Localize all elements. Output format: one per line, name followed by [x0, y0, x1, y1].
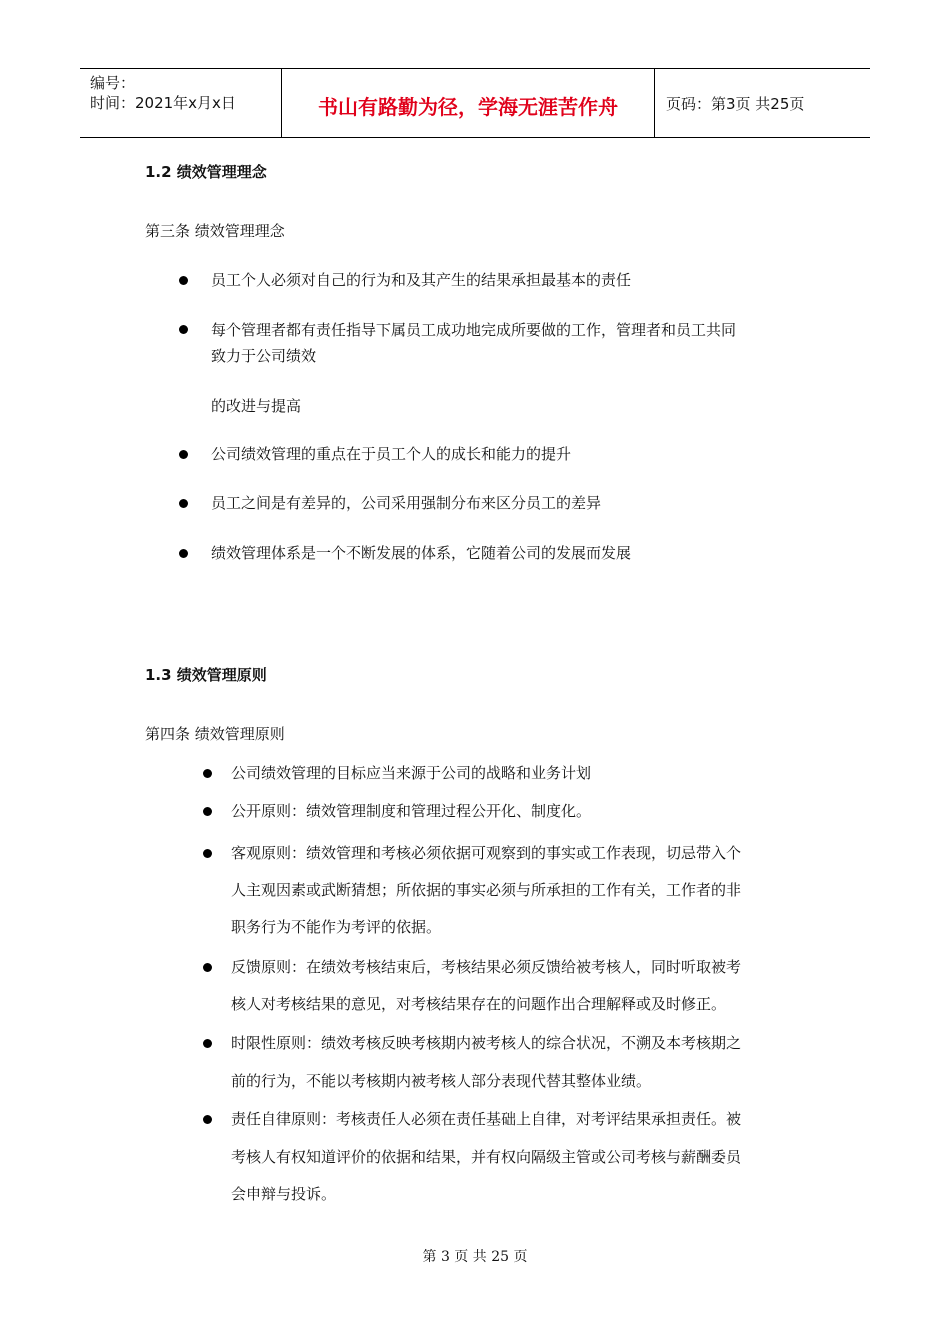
principle-line: 公司绩效管理的目标应当来源于公司的战略和业务计划 — [231, 764, 592, 782]
header-motto: 书山有路勤为径，学海无涯苦作舟 — [318, 95, 618, 119]
article-four-title: 第四条 绩效管理原则 — [145, 725, 285, 743]
list-item: 公司绩效管理的重点在于员工个人的成长和能力的提升 — [211, 445, 572, 463]
bullet-icon — [179, 499, 188, 508]
bullet-icon — [179, 549, 188, 558]
principle-line: 责任自律原则：考核责任人必须在责任基础上自律，对考评结果承担责任。被 — [231, 1110, 742, 1128]
header-page-info: 页码：第3页 共25页 — [666, 95, 805, 113]
number-label: 编号： — [90, 74, 136, 92]
list-item-cont: 的改进与提高 — [211, 397, 302, 415]
bullet-icon — [203, 807, 212, 816]
article-three-title: 第三条 绩效管理理念 — [145, 222, 285, 240]
list-item: 每个管理者都有责任指导下属员工成功地完成所要做的工作，管理者和员工共同 — [211, 321, 737, 339]
section-heading-1-2: 1.2 绩效管理理念 — [145, 163, 267, 181]
principle-line: 反馈原则：在绩效考核结束后，考核结果必须反馈给被考核人，同时听取被考 — [231, 958, 742, 976]
time-label: 时间：2021年x月x日 — [90, 94, 236, 112]
bullet-icon — [203, 849, 212, 858]
principle-line: 客观原则：绩效管理和考核必须依据可观察到的事实或工作表现，切忌带入个 — [231, 844, 742, 862]
principle-line: 考核人有权知道评价的依据和结果，并有权向隔级主管或公司考核与薪酬委员 — [231, 1148, 742, 1166]
bullet-icon — [179, 276, 188, 285]
bullet-icon — [203, 1115, 212, 1124]
header-meta — [90, 73, 236, 113]
principle-line: 时限性原则：绩效考核反映考核期内被考核人的综合状况，不溯及本考核期之 — [231, 1034, 742, 1052]
principle-line: 职务行为不能作为考评的依据。 — [231, 918, 442, 936]
header-divider — [654, 69, 655, 137]
principle-line: 前的行为，不能以考核期内被考核人部分表现代替其整体业绩。 — [231, 1072, 652, 1090]
principle-line: 公开原则：绩效管理制度和管理过程公开化、制度化。 — [231, 802, 592, 820]
bullet-icon — [179, 450, 188, 459]
bullet-icon — [179, 325, 188, 334]
principle-line: 会申辩与投诉。 — [231, 1185, 337, 1203]
section-heading-1-3: 1.3 绩效管理原则 — [145, 666, 267, 684]
principle-line: 核人对考核结果的意见，对考核结果存在的问题作出合理解释或及时修正。 — [231, 995, 727, 1013]
list-item: 绩效管理体系是一个不断发展的体系，它随着公司的发展而发展 — [211, 544, 632, 562]
bullet-icon — [203, 769, 212, 778]
page-header — [80, 68, 870, 138]
list-item-cont: 致力于公司绩效 — [211, 347, 317, 365]
bullet-icon — [203, 1039, 212, 1048]
bullet-icon — [203, 963, 212, 972]
list-item: 员工个人必须对自己的行为和及其产生的结果承担最基本的责任 — [211, 271, 632, 289]
page-footer: 第 3 页 共 25 页 — [422, 1249, 528, 1265]
list-item: 员工之间是有差异的，公司采用强制分布来区分员工的差异 — [211, 494, 602, 512]
principle-line: 人主观因素或武断猜想；所依据的事实必须与所承担的工作有关，工作者的非 — [231, 881, 742, 899]
